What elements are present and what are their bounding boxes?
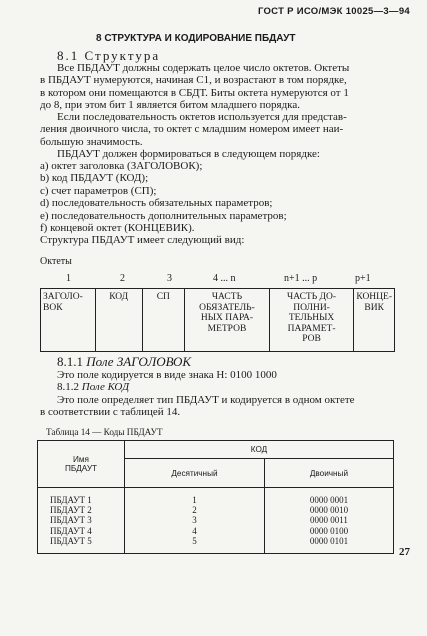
column-header-name: Имя ПБДАУТ [38,441,125,488]
subsection-number: 8.1.2 [57,381,79,393]
para6-line: Это поле определяет тип ПБДАУТ и кодируется в одном октете [57,394,355,406]
octet-number: 3 [167,273,172,284]
table-cell-names: ПБДАУТ 1 ПБДАУТ 2 ПБДАУТ 3 ПБДАУТ 4 ПБДАУТ 5 [38,488,125,554]
octet-cell-code: КОД [95,289,142,352]
subsection-number: 8.1.1 [57,354,83,369]
para6-line: в соответствии с таблицей 14. [40,406,181,419]
list-item: a) октет заголовка (ЗАГОЛОВОК); [40,160,203,172]
column-header-code: КОД [125,441,394,459]
pdu-codes-table [37,440,394,554]
list-item: c) счет параметров (СП); [40,184,157,197]
octets-label: Октеты [40,256,72,267]
table-caption: Таблица 14 — Коды ПБДАУТ [46,427,163,437]
structure-list [40,160,400,234]
para1-line: в котором они помещаются в СБДТ. Биты октета нумеруются от 1 [40,86,349,99]
paragraph-octet-numbering [40,62,400,112]
octet-number: 2 [120,273,125,284]
subsection-8-1-2-heading [57,381,129,393]
document-header: ГОСТ Р ИСО/МЭК 10025—3—94 [257,6,410,17]
table-cell-binaries: 0000 0001 0000 0010 0000 0011 0000 0100 0000 0101 [264,488,393,554]
para1-line: Все ПБДАУТ должны содержать целое число октетов. Октеты [57,62,350,74]
octet-cell-mandatory: ЧАСТЬ ОБЯЗАТЕЛЬ- НЫХ ПАРА- МЕТРОВ [185,289,270,352]
para2-line: большую значимость. [40,135,143,148]
paragraph-code-field [40,394,400,419]
subsection-title: Поле ЗАГОЛОВОК [86,354,192,369]
subsection-8-1-heading: 8.1 Структура [57,48,161,63]
list-item: e) последовательность дополнительных параметров; [40,209,287,222]
list-item: d) последовательность обязательных параметров; [40,197,273,210]
octet-cell-optional: ЧАСТЬ ДО- ПОЛНИ- ТЕЛЬНЫХ ПАРАМЕТ- РОВ [269,289,354,352]
para2-line: Если последовательность октетов используется для представ- [57,111,347,123]
octet-number: 4 ... n [213,273,236,284]
octet-number: n+1 ... p [284,273,318,284]
octet-number: p+1 [355,273,371,284]
page-number: 27 [399,546,410,558]
column-header-binary: Двоичный [264,459,393,488]
para1-line: до 8, при этом бит 1 является битом младшего порядка. [40,99,300,112]
subsection-8-1-1-heading [57,354,191,370]
list-item: f) концевой октет (КОНЦЕВИК). [40,222,195,235]
section-title: 8 СТРУКТУРА И КОДИРОВАНИЕ ПБДАУТ [96,33,296,44]
paragraph-structure-intro: Структура ПБДАУТ имеет следующий вид: [40,234,245,246]
paragraph-order: ПБДАУТ должен формироваться в следующем порядке: [57,148,320,160]
para2-line: ления двоичного числа, то октет с младшим номером имеет наи- [40,123,344,136]
list-item: b) код ПБДАУТ (КОД); [40,172,149,185]
paragraph-binary-significance [40,111,400,148]
subsection-title: Поле КОД [81,381,130,393]
octet-number: 1 [66,273,71,284]
column-header-decimal: Десятичный [125,459,265,488]
pdu-structure-diagram [40,288,395,352]
octet-cell-header: ЗАГОЛО- ВОК [41,289,96,352]
para1-line: в ПБДАУТ нумеруются, начиная С1, и возрастают в том порядке, [40,74,347,87]
octet-cell-count: СП [142,289,185,352]
paragraph-header-encoding: Это поле кодируется в виде знака Н: 0100 1000 [57,369,277,381]
octet-cell-trailer: КОНЦЕ- ВИК [354,289,395,352]
table-cell-decimals: 1 2 3 4 5 [125,488,265,554]
